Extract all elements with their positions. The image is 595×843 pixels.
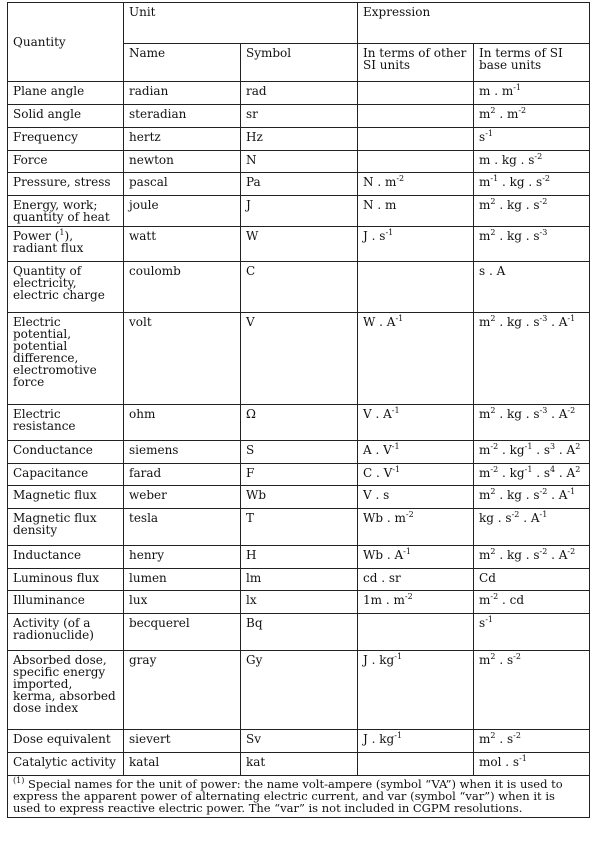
footnote-row	[8, 776, 590, 818]
cell-symbol: kat	[241, 753, 358, 776]
cell-base: $m^2$ . kg . $s^{-3}$ . $A^{-1}$	[474, 313, 590, 405]
table-row	[8, 753, 590, 776]
header-expression: Expression	[358, 3, 590, 44]
cell-other: cd . sr	[358, 569, 474, 591]
cell-other: C . $V^{-1}$	[358, 464, 474, 486]
si-derived-units-page	[7, 2, 589, 818]
cell-quantity: Power ($^1$), radiant flux	[8, 227, 124, 262]
cell-base: $m^2$ . kg . $s^{-2}$ . $A^{-2}$	[474, 546, 590, 569]
cell-other: V . s	[358, 486, 474, 509]
cell-base: $m^{-1}$ . kg . $s^{-2}$	[474, 173, 590, 196]
cell-base: $m^2$ . kg . $s^{-3}$ . $A^{-2}$	[474, 405, 590, 441]
table-row	[8, 486, 590, 509]
cell-symbol: Gy	[241, 651, 358, 730]
table-row	[8, 227, 590, 262]
cell-name: hertz	[124, 128, 241, 151]
cell-base: $m^{-2}$ . $kg^{-1}$ . $s^4$ . $A^2$	[474, 464, 590, 486]
table-row	[8, 509, 590, 546]
cell-other	[358, 82, 474, 105]
table-row	[8, 441, 590, 464]
table-row	[8, 464, 590, 486]
cell-base: $s^{-1}$	[474, 614, 590, 651]
header-symbol: Symbol	[241, 44, 358, 82]
cell-name: coulomb	[124, 262, 241, 313]
cell-name: volt	[124, 313, 241, 405]
cell-name: pascal	[124, 173, 241, 196]
cell-symbol: V	[241, 313, 358, 405]
table-row	[8, 262, 590, 313]
cell-other: A . $V^{-1}$	[358, 441, 474, 464]
table-row	[8, 730, 590, 753]
table-row	[8, 569, 590, 591]
cell-quantity: Quantity of electricity, electric charge	[8, 262, 124, 313]
cell-base: s . A	[474, 262, 590, 313]
cell-other: Wb . $A^{-1}$	[358, 546, 474, 569]
cell-name: lumen	[124, 569, 241, 591]
cell-symbol: Bq	[241, 614, 358, 651]
table-row	[8, 151, 590, 173]
cell-name: becquerel	[124, 614, 241, 651]
cell-symbol: S	[241, 441, 358, 464]
cell-quantity: Catalytic activity	[8, 753, 124, 776]
si-units-table	[7, 2, 590, 818]
cell-quantity: Electric resistance	[8, 405, 124, 441]
cell-other: J . $kg^{-1}$	[358, 730, 474, 753]
cell-other: Wb . $m^{-2}$	[358, 509, 474, 546]
cell-name: weber	[124, 486, 241, 509]
cell-symbol: Pa	[241, 173, 358, 196]
cell-symbol: lx	[241, 591, 358, 614]
cell-quantity: Capacitance	[8, 464, 124, 486]
cell-symbol: rad	[241, 82, 358, 105]
cell-symbol: Sv	[241, 730, 358, 753]
cell-quantity: Luminous flux	[8, 569, 124, 591]
cell-other	[358, 151, 474, 173]
cell-base: $m^{-2}$ . cd	[474, 591, 590, 614]
cell-base: $m^2$ . kg . $s^{-3}$	[474, 227, 590, 262]
cell-base: $s^{-1}$	[474, 128, 590, 151]
cell-quantity: Magnetic flux density	[8, 509, 124, 546]
table-row	[8, 128, 590, 151]
table-row	[8, 82, 590, 105]
cell-name: henry	[124, 546, 241, 569]
header-name: Name	[124, 44, 241, 82]
cell-name: joule	[124, 196, 241, 227]
cell-quantity: Solid angle	[8, 105, 124, 128]
cell-base: $m^2$ . $s^{-2}$	[474, 651, 590, 730]
table-row	[8, 614, 590, 651]
cell-quantity: Conductance	[8, 441, 124, 464]
table-row	[8, 313, 590, 405]
header-base-si: In terms of SI base units	[474, 44, 590, 82]
table-row	[8, 173, 590, 196]
cell-name: farad	[124, 464, 241, 486]
cell-name: gray	[124, 651, 241, 730]
cell-name: newton	[124, 151, 241, 173]
cell-other	[358, 128, 474, 151]
cell-other: V . $A^{-1}$	[358, 405, 474, 441]
table-row	[8, 591, 590, 614]
cell-symbol: T	[241, 509, 358, 546]
cell-name: steradian	[124, 105, 241, 128]
footnote: $^{(1)}$ Special names for the unit of power: the name volt-ampere (symbol “VA”) when it is used to express the apparent power of alternating electric current, and var (symbol “var”) when it is used to express reactive electric power. The “var” is not included in CGPM resolutions.	[8, 776, 590, 818]
table-row	[8, 105, 590, 128]
cell-quantity: Force	[8, 151, 124, 173]
cell-quantity: Energy, work; quantity of heat	[8, 196, 124, 227]
cell-other	[358, 753, 474, 776]
cell-quantity: Plane angle	[8, 82, 124, 105]
cell-quantity: Pressure, stress	[8, 173, 124, 196]
cell-other: N . m	[358, 196, 474, 227]
cell-other	[358, 262, 474, 313]
cell-symbol: sr	[241, 105, 358, 128]
cell-symbol: Hz	[241, 128, 358, 151]
table-row	[8, 196, 590, 227]
cell-base: Cd	[474, 569, 590, 591]
cell-quantity: Activity (of a radionuclide)	[8, 614, 124, 651]
cell-other: W . $A^{-1}$	[358, 313, 474, 405]
cell-name: siemens	[124, 441, 241, 464]
cell-name: tesla	[124, 509, 241, 546]
cell-symbol: N	[241, 151, 358, 173]
cell-other: J . $s^{-1}$	[358, 227, 474, 262]
header-quantity: Quantity	[8, 3, 124, 82]
cell-other: 1m . $m^{-2}$	[358, 591, 474, 614]
cell-quantity: Illuminance	[8, 591, 124, 614]
cell-symbol: Ω	[241, 405, 358, 441]
cell-quantity: Frequency	[8, 128, 124, 151]
cell-base: $m^2$ . kg . $s^{-2}$	[474, 196, 590, 227]
cell-quantity: Inductance	[8, 546, 124, 569]
header-row-top	[8, 3, 590, 44]
cell-quantity: Magnetic flux	[8, 486, 124, 509]
cell-symbol: lm	[241, 569, 358, 591]
cell-symbol: W	[241, 227, 358, 262]
cell-base: m . kg . $s^{-2}$	[474, 151, 590, 173]
cell-quantity: Dose equivalent	[8, 730, 124, 753]
cell-symbol: F	[241, 464, 358, 486]
cell-other	[358, 614, 474, 651]
cell-base: kg . $s^{-2}$ . $A^{-1}$	[474, 509, 590, 546]
cell-symbol: Wb	[241, 486, 358, 509]
table-row	[8, 405, 590, 441]
table-row	[8, 546, 590, 569]
cell-base: mol . $s^{-1}$	[474, 753, 590, 776]
cell-other: J . $kg^{-1}$	[358, 651, 474, 730]
cell-other	[358, 105, 474, 128]
cell-base: m . $m^{-1}$	[474, 82, 590, 105]
cell-name: sievert	[124, 730, 241, 753]
cell-other: N . $m^{-2}$	[358, 173, 474, 196]
cell-quantity: Absorbed dose, specific energy imported, kerma, absorbed dose index	[8, 651, 124, 730]
cell-name: watt	[124, 227, 241, 262]
cell-name: lux	[124, 591, 241, 614]
header-other-si: In terms of other SI units	[358, 44, 474, 82]
cell-symbol: J	[241, 196, 358, 227]
header-unit: Unit	[124, 3, 358, 44]
cell-base: $m^2$ . kg . $s^{-2}$ . $A^{-1}$	[474, 486, 590, 509]
cell-base: $m^2$ . $s^{-2}$	[474, 730, 590, 753]
cell-symbol: C	[241, 262, 358, 313]
cell-symbol: H	[241, 546, 358, 569]
table-row	[8, 651, 590, 730]
cell-name: ohm	[124, 405, 241, 441]
cell-name: radian	[124, 82, 241, 105]
cell-quantity: Electric potential, potential difference, electromotive force	[8, 313, 124, 405]
cell-base: $m^{-2}$ . $kg^{-1}$ . $s^3$ . $A^2$	[474, 441, 590, 464]
cell-name: katal	[124, 753, 241, 776]
cell-base: $m^2$ . $m^{-2}$	[474, 105, 590, 128]
